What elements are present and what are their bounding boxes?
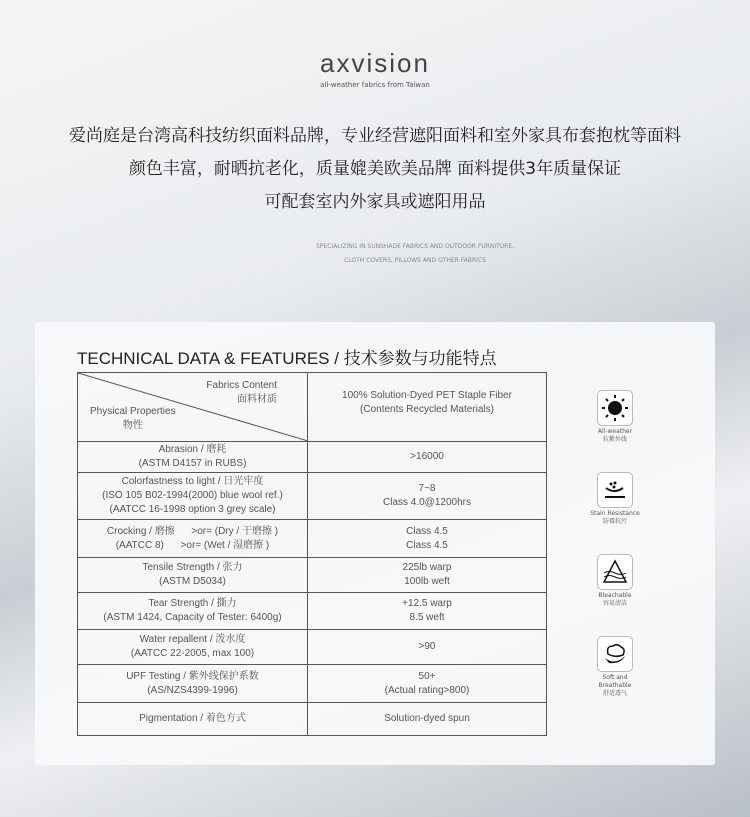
logo-tagline: all-weather fabrics from Taiwan [320, 81, 430, 89]
fabrics-content-label: Fabrics Content [206, 380, 277, 391]
feature-label-cn: 防霉抗污 [602, 518, 627, 525]
value-text: 50+ [418, 670, 436, 682]
feature-soft-breathable [585, 636, 645, 698]
table-row [78, 520, 547, 558]
feature-stain-resistance [585, 472, 645, 526]
value-cell [308, 558, 547, 593]
value-text: Class 4.5 [406, 539, 448, 551]
property-text: Colorfastness to light / 日光牢度 [121, 476, 264, 487]
value-text: 225lb warp [402, 562, 452, 573]
value-text: >16000 [410, 451, 444, 462]
value-text: +12.5 warp [402, 598, 452, 609]
property-text: (ASTM D5034) [159, 576, 226, 587]
fabric-content: 100% Solution-Dyed PET Staple Fiber [342, 390, 512, 401]
value-text: (Actual rating>800) [384, 684, 470, 696]
property-cell [78, 703, 308, 736]
feature-label-cn: 舒适透气 [602, 690, 627, 697]
value-cell [308, 665, 547, 703]
spec-line: SPECIALIZING IN SUNSHADE FABRICS AND OUTDOOR FURNITURE, [315, 243, 515, 250]
table-row [78, 665, 547, 703]
table-row [78, 473, 547, 520]
fabrics-content-cn: 面料材质 [237, 394, 277, 405]
feature-all-weather [585, 390, 645, 444]
property-cell [78, 665, 308, 703]
value-text: 100lb weft [404, 576, 450, 587]
property-text: (AATCC 8) >or= (Wet / 湿磨擦 ) [115, 539, 270, 551]
property-text: Abrasion / 磨耗 [158, 444, 227, 455]
intro-text [0, 120, 750, 219]
intro-line: 爱尚庭是台湾高科技纺织面料品牌，专业经营遮阳面料和室外家具布套抱枕等面料 [69, 126, 681, 146]
feature-icons [585, 390, 645, 726]
spec-line: CLOTH COVERS, PILLOWS AND OTHER FABRICS [344, 257, 486, 264]
intro-line: 可配套室内外家具或遮阳用品 [264, 192, 486, 212]
value-cell [308, 703, 547, 736]
value-text: 7~8 [418, 483, 436, 494]
feature-label: All-weather [597, 428, 633, 435]
technical-data-table [77, 372, 547, 736]
fabric-content-cell [308, 373, 547, 442]
table-row [78, 703, 547, 736]
table-header-row [78, 373, 547, 442]
property-cell [78, 558, 308, 593]
property-text: (AATCC 22-2005, max 100) [130, 648, 255, 659]
property-text: Tear Strength / 撕力 [148, 598, 237, 609]
sun-icon [597, 390, 633, 426]
property-cell [78, 630, 308, 665]
value-cell [308, 593, 547, 630]
specialization-text [0, 240, 750, 268]
property-text: (ASTM D4157 in RUBS) [138, 458, 247, 469]
table-row [78, 558, 547, 593]
property-text: Tensile Strength / 张力 [142, 562, 243, 573]
section-title: TECHNICAL DATA & FEATURES / 技术参数与功能特点 [77, 349, 497, 368]
value-cell [308, 630, 547, 665]
feature-label-cn: 抗紫外线 [602, 436, 627, 443]
value-cell [308, 520, 547, 558]
physical-properties-cn: 物性 [122, 420, 143, 431]
stain-resistance-icon [597, 472, 633, 508]
property-cell [78, 442, 308, 473]
fabric-content-note: (Contents Recycled Materials) [360, 404, 494, 415]
property-text: Pigmentation / 着色方式 [139, 713, 246, 724]
intro-line: 颜色丰富，耐晒抗老化，质量媲美欧美品牌 面料提供3年质量保证 [128, 159, 622, 179]
bleachable-icon [597, 554, 633, 590]
feature-label-cn: 容易清洁 [602, 600, 627, 607]
header-diagonal-cell [78, 373, 308, 442]
property-text: UPF Testing / 紫外线保护系数 [126, 670, 259, 682]
value-text: Solution-dyed spun [384, 713, 470, 724]
value-cell [308, 442, 547, 473]
logo-name: axvision [320, 48, 430, 78]
physical-properties-label: Physical Properties [90, 406, 176, 417]
property-text: Crocking / 磨擦 >or= (Dry / 干磨擦 ) [106, 525, 279, 537]
feature-label: Stain Resistance [590, 510, 640, 517]
property-text: (AS/NZS4399-1996) [147, 684, 238, 696]
property-text: (AATCC 16-1998 option 3 grey scale) [109, 504, 276, 515]
property-cell [78, 593, 308, 630]
feature-label: Breathable [598, 682, 632, 689]
property-text: (ISO 105 B02-1994(2000) blue wool ref.) [102, 490, 283, 501]
table-row [78, 442, 547, 473]
value-text: 8.5 weft [409, 612, 445, 623]
value-text: Class 4.5 [406, 525, 448, 537]
feature-label: Soft and [602, 674, 628, 681]
value-text: >90 [418, 641, 436, 652]
cotton-icon [597, 636, 633, 672]
brand-logo [0, 48, 750, 89]
property-cell [78, 473, 308, 520]
feature-bleachable [585, 554, 645, 608]
table-row [78, 593, 547, 630]
property-text: Water repallent / 泼水度 [139, 634, 246, 645]
value-cell [308, 473, 547, 520]
value-text: Class 4.0@1200hrs [383, 497, 471, 508]
feature-label: Bleachable [598, 592, 632, 599]
table-row [78, 630, 547, 665]
property-cell [78, 520, 308, 558]
property-text: (ASTM 1424, Capacity of Tester: 6400g) [103, 612, 282, 623]
